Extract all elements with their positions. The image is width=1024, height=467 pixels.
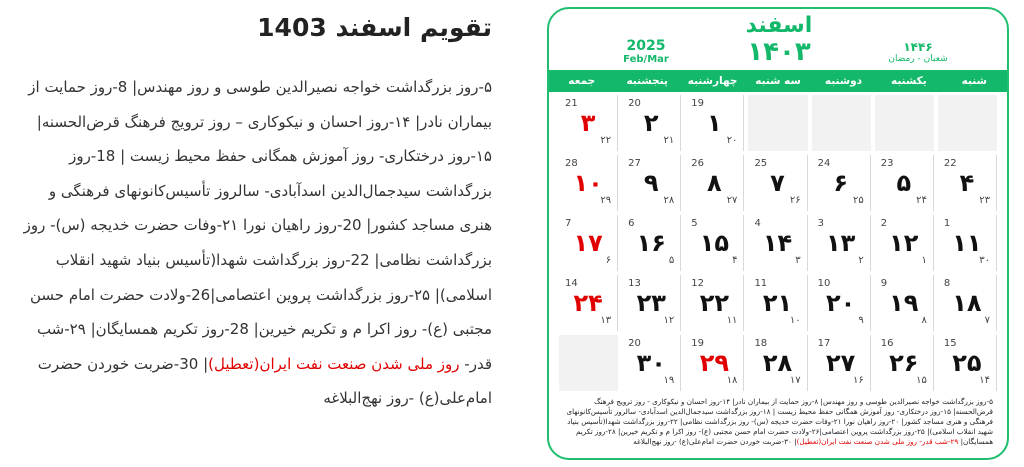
jalali-date: ۲۳ — [636, 289, 666, 317]
calendar-header — [549, 9, 1007, 69]
hijri-year: ۱۴۴۶ — [903, 40, 933, 54]
gregorian-date: 28 — [565, 158, 578, 169]
jalali-date: ۱۷ — [573, 229, 603, 257]
gregorian-date: 24 — [817, 158, 831, 169]
day-cell[interactable] — [748, 335, 807, 391]
hijri-date: ۱۳ — [600, 315, 612, 326]
hijri-date: ۲۸ — [663, 195, 675, 206]
jalali-date: ۲۵ — [952, 349, 982, 377]
jalali-date: ۲۴ — [573, 289, 603, 317]
hijri-date: ۲۲ — [600, 135, 612, 146]
hijri-date: ۹ — [858, 315, 864, 326]
day-cell[interactable] — [875, 275, 934, 331]
hijri-date: ۲۷ — [726, 195, 738, 206]
jalali-date: ۲۰ — [826, 289, 856, 317]
gregorian-date: 20 — [628, 338, 641, 349]
hijri-date: ۲۹ — [600, 195, 612, 206]
day-cell[interactable] — [875, 155, 934, 211]
jalali-date: ۳۰ — [636, 349, 666, 377]
gregorian-date: 21 — [565, 98, 578, 109]
day-cell[interactable] — [938, 335, 997, 391]
day-cell[interactable] — [622, 95, 681, 151]
gregorian-date: 26 — [691, 158, 705, 169]
day-cell[interactable] — [622, 335, 681, 391]
jalali-date: ۱۹ — [889, 289, 919, 317]
jalali-date: ۵ — [896, 169, 912, 197]
jalali-date: ۲۶ — [889, 349, 919, 377]
hijri-date: ۷ — [984, 315, 990, 326]
calendar-footer-notes — [563, 397, 993, 447]
hijri-date: ۲۰ — [726, 135, 738, 146]
jalali-date: ۱ — [707, 109, 722, 137]
gregorian-date: 6 — [628, 218, 635, 229]
hijri-date: ۱۷ — [789, 375, 801, 386]
hijri-date: ۲۶ — [789, 195, 801, 206]
hijri-date: ۳ — [795, 255, 801, 266]
empty-day-cell — [559, 335, 618, 391]
empty-day-cell — [875, 95, 934, 151]
day-cell[interactable] — [559, 215, 618, 271]
calendar-card — [547, 7, 1009, 460]
jalali-date: ۱۲ — [889, 229, 919, 257]
hijri-date: ۳۰ — [979, 255, 990, 266]
hijri-date: ۱۶ — [852, 375, 864, 386]
gregorian-date: 11 — [754, 278, 768, 289]
gregorian-year: 2025 — [626, 38, 666, 54]
footer-holiday-text: ۲۹-شب قدر- روز ملی شدن صنعت نفت ایران(تعطیل) — [796, 437, 961, 446]
jalali-date: ۱۱ — [952, 229, 982, 257]
gregorian-date: 10 — [817, 278, 831, 289]
day-cell[interactable] — [685, 335, 744, 391]
jalali-date: ۷ — [770, 169, 785, 197]
day-cell[interactable] — [938, 215, 997, 271]
gregorian-date: 4 — [754, 218, 761, 229]
weekday-mon: دوشنبه — [824, 75, 863, 87]
jalali-date: ۱۴ — [762, 229, 793, 257]
weekday-thu: پنجشنبه — [626, 75, 668, 87]
day-cell[interactable] — [812, 275, 871, 331]
footer-text-end: | ۳۰-ضربت خوردن حضرت امام‌علی(ع) -روز نهج‌البلاغه — [633, 437, 797, 446]
jalali-date: ۹ — [643, 169, 659, 197]
gregorian-date: 7 — [565, 218, 572, 229]
hijri-date: ۱۴ — [979, 375, 990, 386]
weekday-sat: شنبه — [961, 75, 987, 87]
day-grid — [559, 95, 997, 391]
footer-text: ۵-روز بزرگداشت خواجه نصیرالدین طوسی و روز مهندس| ۸-روز حمایت از بیماران نادر| ۱۴-روز احسان و نیکوکاری - روز ترویج فرهنگ قرض‌الحسنه| ۱۵-روز درختکاری- روز آموزش همگانی حفظ محیط زیست | ۱۸-روز بزرگداشت سیدجمال‌الدین اسدآبادی- سالروز تأسیس‌کانونهای فرهنگی و هنری مساجد کشور| ۲۰-روز راهیان نورا ۲۱-وفات حضرت خدیجه (س)- روز بزرگداشت نظامی| ۲۲-روز بزرگداشت شهدا(تأسیس بنیاد شهید انقلاب اسلامی)| ۲۵-روز بزرگداشت پروین اعتصامی|۲۶-ولادت حضرت امام حسن مجتبی (ع)- روز اکرا م و تکریم خیرین| ۲۸-روز تکریم همسایگان| — [566, 397, 993, 446]
gregorian-date: 18 — [754, 338, 768, 349]
hijri-months: شعبان - رمضان — [888, 54, 948, 64]
hijri-date: ۱۵ — [916, 375, 927, 386]
article — [22, 8, 492, 416]
gregorian-date: 13 — [628, 278, 641, 289]
gregorian-date: 8 — [943, 278, 951, 289]
hijri-date: ۴ — [732, 255, 738, 266]
day-cell[interactable] — [685, 155, 744, 211]
article-text-end: | 30-ضربت خوردن حضرت امام‌علی(ع) -روز نهج‌البلاغه — [37, 354, 492, 408]
day-cell[interactable] — [622, 215, 681, 271]
day-cell[interactable] — [559, 95, 618, 151]
weekday-wed: چهارشنبه — [687, 75, 738, 87]
empty-day-cell — [938, 95, 997, 151]
weekday-bar — [549, 70, 1007, 92]
hijri-date: ۲۱ — [663, 135, 675, 146]
day-cell[interactable] — [622, 155, 681, 211]
hijri-label — [883, 41, 953, 65]
gregorian-date: 25 — [754, 158, 768, 169]
gregorian-label — [611, 39, 681, 66]
hijri-date: ۱۸ — [726, 375, 738, 386]
hijri-date: ۵ — [668, 255, 675, 266]
hijri-date: ۱ — [921, 255, 927, 266]
gregorian-date: 12 — [691, 278, 705, 289]
hijri-date: ۲۴ — [916, 195, 927, 206]
day-cell[interactable] — [812, 335, 871, 391]
gregorian-date: 9 — [880, 278, 888, 289]
day-cell[interactable] — [875, 215, 934, 271]
gregorian-date: 19 — [691, 338, 705, 349]
jalali-date: ۲۹ — [699, 349, 730, 377]
gregorian-date: 17 — [817, 338, 831, 349]
hijri-date: ۲۳ — [979, 195, 990, 206]
jalali-date: ۸ — [707, 169, 722, 197]
day-cell[interactable] — [748, 215, 807, 271]
day-cell[interactable] — [748, 275, 807, 331]
jalali-date: ۳ — [580, 109, 596, 137]
hijri-date: ۱۱ — [726, 315, 738, 326]
hijri-date: ۶ — [605, 255, 612, 266]
jalali-date: ۲۷ — [826, 349, 856, 377]
hijri-date: ۱۰ — [789, 315, 801, 326]
weekday-tue: سه شنبه — [755, 75, 801, 87]
gregorian-date: 16 — [880, 338, 894, 349]
jalali-date: ۱۳ — [826, 229, 856, 257]
gregorian-date: 27 — [628, 158, 641, 169]
hijri-date: ۱۲ — [663, 315, 675, 326]
day-cell[interactable] — [685, 215, 744, 271]
jalali-date: ۶ — [833, 169, 848, 197]
gregorian-date: 19 — [691, 98, 705, 109]
day-cell[interactable] — [748, 155, 807, 211]
gregorian-date: 23 — [880, 158, 894, 169]
gregorian-date: 15 — [943, 338, 957, 349]
gregorian-date: 1 — [943, 218, 951, 229]
weekday-fri: جمعه — [568, 75, 596, 87]
jalali-date: ۱۶ — [636, 229, 666, 257]
gregorian-date: 14 — [565, 278, 578, 289]
jalali-date: ۲ — [643, 109, 659, 137]
jalali-date: ۲۸ — [762, 349, 793, 377]
gregorian-months: Feb/Mar — [623, 54, 669, 65]
jalali-date: ۱۰ — [573, 169, 603, 197]
hijri-date: ۱۹ — [663, 375, 675, 386]
jalali-date: ۱۸ — [952, 289, 982, 317]
weekday-sun: یکشنبه — [891, 75, 927, 87]
empty-day-cell — [812, 95, 871, 151]
jalali-date: ۴ — [959, 169, 975, 197]
day-cell[interactable] — [559, 275, 618, 331]
jalali-year: ۱۴۰۳ — [747, 37, 811, 67]
day-cell[interactable] — [622, 275, 681, 331]
jalali-date: ۲۱ — [762, 289, 793, 317]
gregorian-date: 3 — [817, 218, 824, 229]
day-cell[interactable] — [938, 155, 997, 211]
article-text: ۵-روز بزرگداشت خواجه نصیرالدین طوسی و روز مهندس| 8-روز حمایت از بیماران نادر| ۱۴-روز احسان و نیکوکاری – روز ترویج فرهنگ قرض‌الحسنه| ۱۵-روز درختکاری- روز آموزش همگانی حفظ محیط زیست | 18-روز بزرگداشت سیدجمال‌الدین اسدآبادی- سالروز تأسیس‌کانونهای فرهنگی و هنری مساجد کشور| 20-روز راهیان نورا ۲۱-وفات حضرت خدیجه (س)- روز بزرگداشت نظامی| 22-روز بزرگداشت شهدا(تأسیس بنیاد شهید انقلاب اسلامی)| ۲۵-روز بزرگداشت پروین اعتصامی|26-ولادت حضرت امام حسن مجتبی (ع)- روز اکرا م و تکریم خیرین| 28-روز تکریم همسایگان| ۲۹-شب قدر- — [23, 78, 492, 373]
hijri-date: ۲۵ — [852, 195, 864, 206]
empty-day-cell — [748, 95, 807, 151]
jalali-date: ۲۲ — [699, 289, 730, 317]
article-holiday-text: روز ملی شدن صنعت نفت ایران(تعطیل) — [208, 354, 460, 373]
day-cell[interactable] — [812, 215, 871, 271]
gregorian-date: 20 — [628, 98, 641, 109]
gregorian-date: 2 — [880, 218, 888, 229]
article-body — [22, 70, 492, 416]
hijri-date: ۸ — [921, 315, 927, 326]
day-cell[interactable] — [875, 335, 934, 391]
day-cell[interactable] — [812, 155, 871, 211]
gregorian-date: 22 — [943, 158, 957, 169]
jalali-date: ۱۵ — [699, 229, 730, 257]
hijri-date: ۲ — [858, 255, 864, 266]
day-cell[interactable] — [938, 275, 997, 331]
day-cell[interactable] — [559, 155, 618, 211]
page-title: تقویم اسفند 1403 — [257, 13, 492, 42]
day-cell[interactable] — [685, 275, 744, 331]
month-name: اسفند — [745, 13, 813, 38]
gregorian-date: 5 — [691, 218, 698, 229]
day-cell[interactable] — [685, 95, 744, 151]
